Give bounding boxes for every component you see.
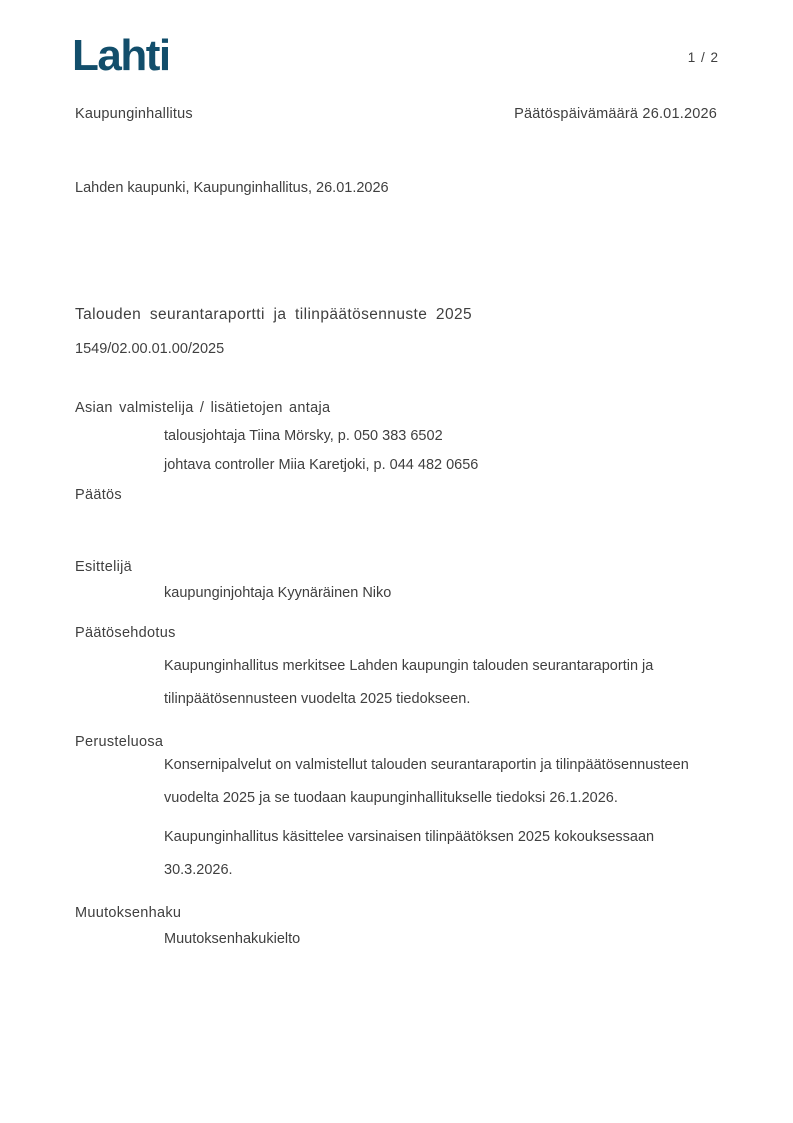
document-identifier-line: Lahden kaupunki, Kaupunginhallitus, 26.01.2026 (75, 180, 389, 196)
rationale-paragraph-1: Konsernipalvelut on valmistellut talouden seurantaraportin ja tilinpäätösennusteen vuodelta 2025 ja se tuodaan kaupunginhallitukselle tiedoksi 26.1.2026. (164, 757, 689, 806)
lahti-logo: Lahti (72, 31, 170, 80)
case-number: 1549/02.00.01.00/2025 (75, 341, 225, 357)
preparer-line-1: talousjohtaja Tiina Mörsky, p. 050 383 6502 (164, 428, 443, 444)
section-heading-preparers: Asian valmistelija / lisätietojen antaja (75, 400, 331, 416)
appeal-line: Muutoksenhakukielto (164, 931, 301, 947)
organ-name: Kaupunginhallitus (75, 106, 193, 122)
page-number: 1 / 2 (687, 50, 719, 65)
section-heading-presenter: Esittelijä (75, 559, 132, 575)
proposal-paragraph: Kaupunginhallitus merkitsee Lahden kaupungin talouden seurantaraportin ja tilinpäätösennusteen vuodelta 2025 tiedokseen. (164, 658, 654, 707)
rationale-paragraph-2: Kaupunginhallitus käsittelee varsinaisen tilinpäätöksen 2025 kokouksessaan 30.3.2026. (164, 829, 655, 878)
section-heading-proposal: Päätösehdotus (75, 625, 176, 641)
section-heading-decision: Päätös (75, 487, 122, 503)
presenter-line: kaupunginjohtaja Kyynäräinen Niko (164, 585, 392, 601)
section-heading-rationale: Perusteluosa (75, 734, 164, 750)
preparer-line-2: johtava controller Miia Karetjoki, p. 044 482 0656 (164, 457, 479, 473)
section-heading-appeal: Muutoksenhaku (75, 905, 182, 921)
decision-date: Päätöspäivämäärä 26.01.2026 (514, 106, 717, 122)
case-title: Talouden seurantaraportti ja tilinpäätösennuste 2025 (75, 306, 473, 323)
